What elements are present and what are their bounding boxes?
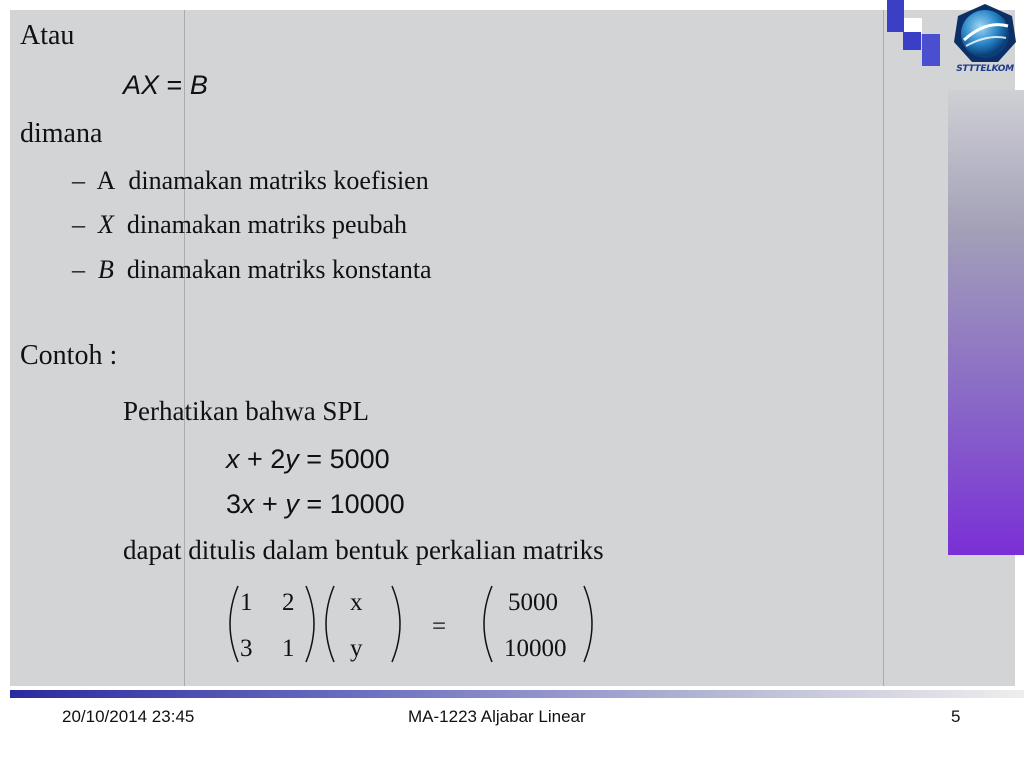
bullet-symbol: B — [98, 255, 114, 284]
text-atau: Atau — [20, 20, 75, 51]
coef-1-1: 1 — [240, 589, 253, 616]
decorative-square — [887, 0, 904, 32]
eq-equals: = — [166, 70, 183, 100]
text-dimana: dimana — [20, 118, 103, 149]
text-perhatikan: Perhatikan bahwa SPL — [123, 396, 369, 426]
bullet-dash: – — [72, 166, 85, 195]
coef-2-2: 1 — [282, 635, 295, 662]
text-contoh: Contoh : — [20, 340, 118, 371]
bullet-text: dinamakan matriks peubah — [126, 210, 408, 239]
eq-rhs: B — [189, 70, 208, 100]
bullet-item — [72, 166, 429, 196]
bracket-right — [306, 586, 314, 662]
footer-divider — [10, 690, 1024, 698]
equation-ax-b — [123, 70, 208, 101]
text-dapat: dapat ditulis dalam bentuk perkalian matriks — [123, 535, 604, 565]
bracket-left — [484, 586, 492, 662]
bullet-symbol: A — [96, 166, 116, 195]
guide-line-left — [184, 10, 185, 686]
eq2-var-x: x — [241, 489, 255, 519]
equation-2 — [226, 489, 405, 520]
eq1-var-y: y — [285, 444, 299, 474]
equation-1 — [226, 444, 390, 475]
eq-lhs: AX — [123, 70, 160, 100]
eq2-rhs: = 10000 — [298, 489, 405, 519]
footer-page-number: 5 — [951, 707, 961, 726]
bullet-item — [72, 210, 407, 240]
eq1-var-x: x — [226, 444, 240, 474]
coef-1-2: 2 — [282, 589, 295, 616]
bullet-dash: – — [72, 255, 85, 284]
bullet-dash: – — [72, 210, 85, 239]
footer-course: MA-1223 Aljabar Linear — [408, 707, 586, 726]
bracket-right — [584, 586, 592, 662]
coef-2-1: 3 — [240, 635, 253, 662]
decorative-square — [922, 34, 940, 66]
bracket-right — [392, 586, 400, 662]
bullet-text: dinamakan matriks koefisien — [128, 166, 429, 195]
eq1-rhs: = 5000 — [298, 444, 390, 474]
decorative-square — [903, 32, 921, 50]
eq1-mid: + 2 — [239, 444, 286, 474]
var-x: x — [350, 589, 363, 616]
footer-datetime: 20/10/2014 23:45 — [62, 707, 195, 726]
matrix-equation — [220, 580, 620, 670]
guide-line-right — [883, 10, 884, 686]
const-2: 10000 — [504, 635, 567, 662]
eq2-coef: 3 — [226, 489, 242, 519]
bracket-left — [230, 586, 238, 662]
bullet-text: dinamakan matriks konstanta — [126, 255, 432, 284]
const-1: 5000 — [508, 589, 558, 616]
eq2-mid: + — [254, 489, 286, 519]
bullet-symbol: X — [98, 210, 114, 239]
var-y: y — [350, 635, 363, 662]
bullet-item — [72, 255, 432, 285]
matrix-equals: = — [432, 613, 447, 640]
decorative-gradient-bar — [948, 90, 1024, 555]
bracket-left — [326, 586, 334, 662]
eq2-var-y: y — [285, 489, 299, 519]
logo-text: STTTELKOM — [956, 64, 1014, 74]
